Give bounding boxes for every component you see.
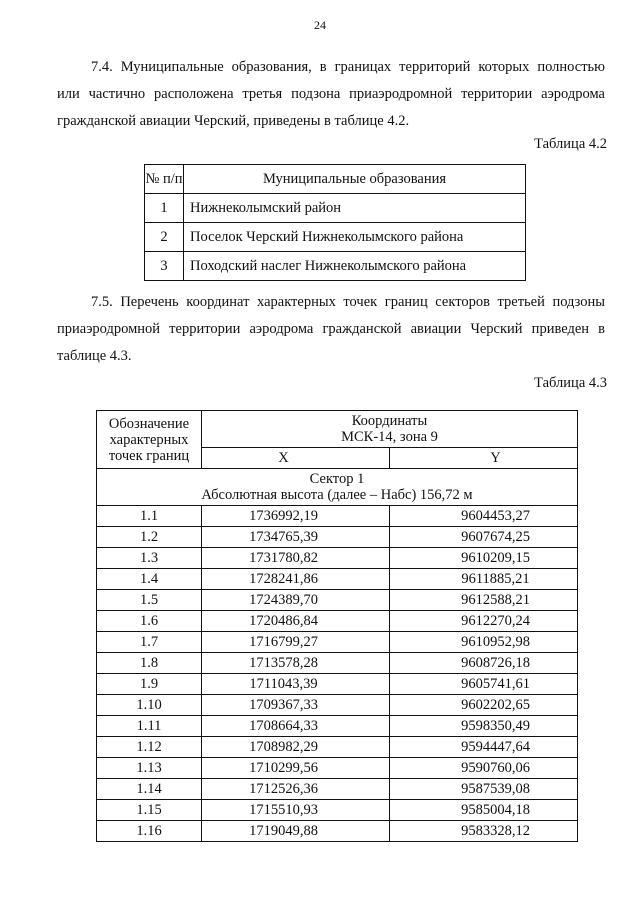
x-coordinate: 1710299,56	[202, 758, 390, 779]
header-coordinates-title: Координаты	[351, 413, 428, 429]
x-coordinate: 1728241,86	[202, 569, 390, 590]
point-label: 1.16	[97, 821, 202, 842]
point-label: 1.6	[97, 611, 202, 632]
table-row	[97, 674, 578, 695]
table-row	[97, 653, 578, 674]
row-number: 1	[145, 194, 184, 223]
point-label: 1.3	[97, 548, 202, 569]
x-coordinate: 1711043,39	[202, 674, 390, 695]
header-x: X	[202, 448, 390, 469]
x-coordinate: 1736992,19	[202, 506, 390, 527]
table-row	[97, 737, 578, 758]
point-label: 1.1	[97, 506, 202, 527]
table-row	[97, 590, 578, 611]
header-points: Обозначение характерных точек границ	[97, 411, 202, 469]
table-row	[97, 821, 578, 842]
table-row	[97, 695, 578, 716]
table-row	[97, 527, 578, 548]
paragraph-7-5	[57, 289, 605, 370]
x-coordinate: 1708982,29	[202, 737, 390, 758]
page-number: 24	[314, 18, 326, 32]
table-row	[97, 548, 578, 569]
point-label: 1.12	[97, 737, 202, 758]
y-coordinate: 9612588,21	[390, 590, 578, 611]
x-coordinate: 1734765,39	[202, 527, 390, 548]
table-row	[97, 716, 578, 737]
table-row	[145, 252, 526, 281]
x-coordinate: 1713578,28	[202, 653, 390, 674]
x-coordinate: 1715510,93	[202, 800, 390, 821]
point-label: 1.13	[97, 758, 202, 779]
y-coordinate: 9585004,18	[390, 800, 578, 821]
y-coordinate: 9607674,25	[390, 527, 578, 548]
x-coordinate: 1719049,88	[202, 821, 390, 842]
sector-heading	[97, 469, 578, 506]
x-coordinate: 1709367,33	[202, 695, 390, 716]
point-label: 1.15	[97, 800, 202, 821]
y-coordinate: 9610952,98	[390, 632, 578, 653]
y-coordinate: 9610209,15	[390, 548, 578, 569]
point-label: 1.10	[97, 695, 202, 716]
row-number: 2	[145, 223, 184, 252]
row-municipality: Нижнеколымский район	[184, 194, 526, 223]
table-4-3-caption: Таблица 4.3	[534, 375, 607, 391]
point-label: 1.2	[97, 527, 202, 548]
table-row	[97, 779, 578, 800]
coordinates-body	[97, 506, 578, 842]
point-label: 1.7	[97, 632, 202, 653]
point-label: 1.11	[97, 716, 202, 737]
table-row	[97, 800, 578, 821]
table-4-2-caption: Таблица 4.2	[534, 136, 607, 152]
sector-title: Сектор 1	[309, 471, 365, 487]
table-4-2	[144, 164, 526, 281]
y-coordinate: 9587539,08	[390, 779, 578, 800]
table-row	[97, 758, 578, 779]
y-coordinate: 9590760,06	[390, 758, 578, 779]
table-row	[97, 506, 578, 527]
header-municipality: Муниципальные образования	[184, 165, 526, 194]
header-coordinates	[202, 411, 578, 448]
point-label: 1.14	[97, 779, 202, 800]
table-row	[97, 632, 578, 653]
table-header-row	[97, 411, 578, 448]
header-number: № п/п	[145, 165, 184, 194]
y-coordinate: 9583328,12	[390, 821, 578, 842]
x-coordinate: 1720486,84	[202, 611, 390, 632]
paragraph-7-5-first-line: 7.5. Перечень координат характерных точек границ секторов третьей подзоны	[91, 294, 605, 310]
paragraph-7-4-first-line: 7.4. Муниципальные образования, в границах территорий которых полностью	[91, 59, 605, 75]
row-number: 3	[145, 252, 184, 281]
y-coordinate: 9604453,27	[390, 506, 578, 527]
header-coordinate-system: МСК-14, зона 9	[341, 429, 438, 445]
y-coordinate: 9598350,49	[390, 716, 578, 737]
point-label: 1.5	[97, 590, 202, 611]
sector-row	[97, 469, 578, 506]
table-4-3	[96, 410, 578, 842]
y-coordinate: 9605741,61	[390, 674, 578, 695]
paragraph-7-4	[57, 54, 605, 135]
point-label: 1.4	[97, 569, 202, 590]
y-coordinate: 9612270,24	[390, 611, 578, 632]
x-coordinate: 1724389,70	[202, 590, 390, 611]
paragraph-7-4-text: или частично расположена третья подзона приаэродромной территории аэродрома гражданской авиации Черский, приведены в таблице 4.2.	[57, 86, 605, 129]
x-coordinate: 1716799,27	[202, 632, 390, 653]
table-row	[145, 223, 526, 252]
point-label: 1.8	[97, 653, 202, 674]
x-coordinate: 1712526,36	[202, 779, 390, 800]
sector-height: Абсолютная высота (далее – Набс) 156,72 м	[201, 487, 473, 503]
table-header-row	[145, 165, 526, 194]
x-coordinate: 1731780,82	[202, 548, 390, 569]
y-coordinate: 9608726,18	[390, 653, 578, 674]
paragraph-7-5-text: приаэродромной территории аэродрома гражданской авиации Черский приведен в таблице 4.3.	[57, 321, 605, 364]
y-coordinate: 9611885,21	[390, 569, 578, 590]
table-row	[97, 611, 578, 632]
point-label: 1.9	[97, 674, 202, 695]
y-coordinate: 9594447,64	[390, 737, 578, 758]
x-coordinate: 1708664,33	[202, 716, 390, 737]
table-row	[97, 569, 578, 590]
y-coordinate: 9602202,65	[390, 695, 578, 716]
row-municipality: Походский наслег Нижнеколымского района	[184, 252, 526, 281]
table-row	[145, 194, 526, 223]
row-municipality: Поселок Черский Нижнеколымского района	[184, 223, 526, 252]
header-y: Y	[390, 448, 578, 469]
